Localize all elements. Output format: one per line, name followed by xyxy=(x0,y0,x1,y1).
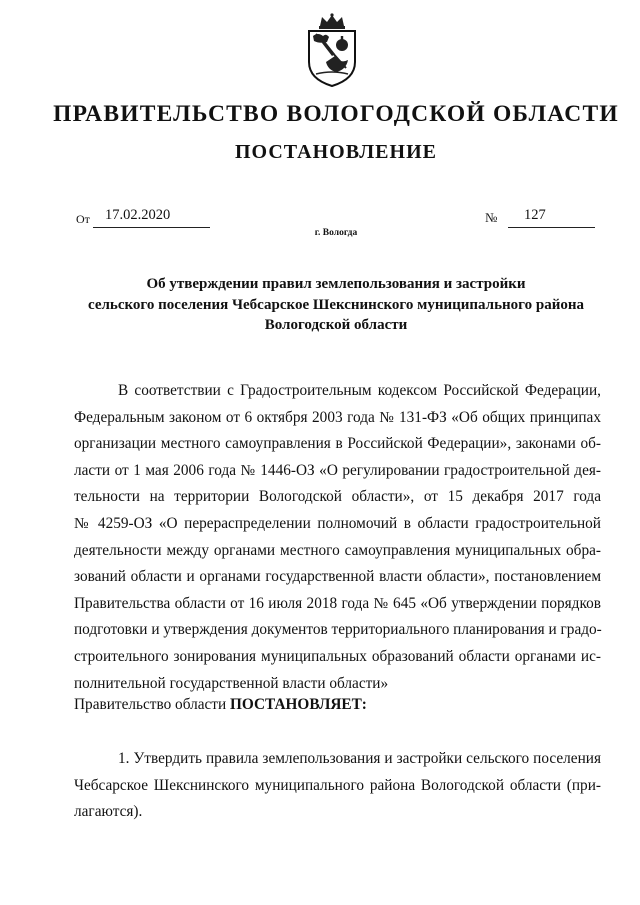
preamble-line: подготовки и утверждения документов территориального планирования и градо- xyxy=(74,621,602,639)
item-line: лагаются). xyxy=(74,803,143,821)
preamble-line: тельности на территории Вологодской области», от 15 декабря 2017 года xyxy=(74,488,601,506)
number-underline xyxy=(508,227,595,228)
coat-of-arms-emblem xyxy=(302,12,362,88)
date-value: 17.02.2020 xyxy=(105,207,171,223)
number-label: № xyxy=(485,210,498,225)
government-title: ПРАВИТЕЛЬСТВО ВОЛОГОДСКОЙ ОБЛАСТИ xyxy=(53,101,619,127)
preamble-paragraph xyxy=(74,378,601,697)
resolve-prefix: Правительство области xyxy=(74,696,231,713)
place-of-issue: г. Вологда xyxy=(314,228,358,238)
preamble-line: Федеральным законом от 6 октября 2003 года № 131-ФЗ «Об общих принципах xyxy=(74,408,601,426)
subject-line: Об утверждении правил землепользования и застройки xyxy=(146,276,526,292)
preamble-line: строительного зонирования муниципальных образований области органами ис- xyxy=(74,647,601,665)
preamble-line: Правительства области от 16 июля 2018 года № 645 «Об утверждении порядков xyxy=(74,594,601,612)
subject-line: Вологодской области xyxy=(264,317,408,333)
preamble-line: зований области и органами государственной власти области», постановлением xyxy=(74,568,601,586)
document-type-heading: ПОСТАНОВЛЕНИЕ xyxy=(235,141,437,163)
document-subject xyxy=(0,274,640,336)
preamble-line: организации местного самоуправления в Российской Федерации», законами об- xyxy=(74,435,601,453)
preamble-line: В соответствии с Градостроительным кодексом Российской Федерации, xyxy=(118,382,601,399)
preamble-line: ласти от 1 мая 2006 года № 1446-ОЗ «О регулировании градостроительной дея- xyxy=(74,461,601,479)
item-line: Чебсарское Шекснинского муниципального района Вологодской области (при- xyxy=(74,776,601,794)
preamble-line: полнительной государственной власти области» xyxy=(74,674,389,692)
resolve-statement xyxy=(74,696,367,714)
preamble-line: деятельности между органами местного самоуправления муниципальных обра- xyxy=(74,541,601,559)
resolution-item-1 xyxy=(74,746,601,826)
preamble-line: № 4259-ОЗ «О перераспределении полномочий в области градостроительной xyxy=(74,514,601,532)
date-label: От xyxy=(76,212,90,226)
item-line: 1. Утвердить правила землепользования и застройки сельского поселения xyxy=(118,750,601,767)
subject-line: сельского поселения Чебсарское Шекснинского муниципального района xyxy=(87,296,584,313)
number-value: 127 xyxy=(524,207,546,223)
resolve-keyword: ПОСТАНОВЛЯЕТ: xyxy=(230,696,367,713)
